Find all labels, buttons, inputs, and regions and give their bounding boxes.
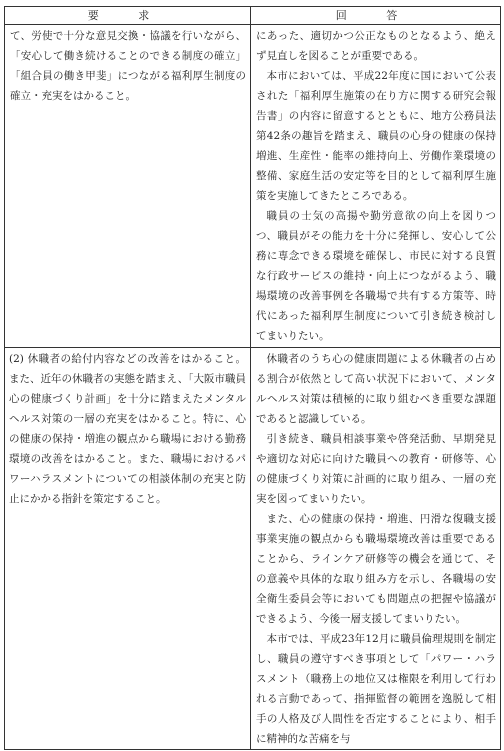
- document-page: [4, 6, 500, 746]
- header-demand: 要 求: [5, 7, 251, 25]
- table-row: [5, 25, 501, 348]
- answer-cell: [251, 348, 501, 750]
- table-row: [5, 348, 501, 750]
- answer-paragraph: 本市においては、平成22年度に国において公表された「福利厚生施策の在り方に関する研究会報告書」の内容に留意するとともに、地方公務員法第42条の趣旨を踏まえ、職員の心身の健康の保持増進、生産性・能率の維持向上、労働作業環境の整備、家庭生活の安定等を目的として福利厚生施策を実施してきたところである。: [256, 70, 496, 202]
- table-header-row: [5, 7, 501, 25]
- answer-paragraph: 休職者のうち心の健康問題による休職者の占める割合が依然として高い状況下において、メンタルヘルス対策は積極的に取り組むべき重要な課題であると認識している。: [256, 353, 496, 425]
- answer-paragraph: また、心の健康の保持・増進、円滑な復職支援事業実施の観点からも職場環境改善は重要であることから、ラインケア研修等の機会を通じて、その意義や具体的な取り組み方を示し、各職場の安全衛生委員会等においても問題点の把握や協議ができるよう、今後一層支援してまいりたい。: [256, 513, 496, 625]
- answer-cell: [251, 25, 501, 348]
- header-answer: 回 答: [251, 7, 501, 25]
- demand-cell: [5, 348, 251, 750]
- demand-paragraph: (2) 休職者の給付内容などの改善をはかること。また、近年の休職者の実態を踏まえ、「大阪市職員心の健康づくり計画」を十分に踏まえたメンタルヘルス対策の一層の充実をはかること。特に、心の健康の保持・増進の観点から職場における勤務環境の改善をはかること。また、職場におけるパワーハラスメントについての相談体制の充実と防止にかかる指針を策定すること。: [9, 353, 246, 505]
- demand-paragraph: て、労使で十分な意見交換・協議を行いながら、「安心して働き続けることのできる制度の確立」「組合員の働き甲斐」につながる福利厚生制度の確立・充実をはかること。: [10, 30, 246, 102]
- answer-paragraph: 本市では、平成23年12月に職員倫理規則を制定し、職員の遵守すべき事項として「パワー・ハラスメント（職務上の地位又は権限を利用して行われる言動であって、指揮監督の範囲を逸脱して相手の人格及び人間性を否定することにより、相手に精神的な苦痛を与: [256, 633, 496, 745]
- answer-paragraph: にあった、適切かつ公正なものとなるよう、絶えず見直しを図ることが重要である。: [256, 30, 496, 62]
- answer-paragraph: 職員の士気の高揚や勤労意欲の向上を図りつつ、職員がその能力を十分に発揮し、安心して公務に専念できる環境を確保し、市民に対する良質な行政サービスの維持・向上につながるよう、職場環境の改善事例を各職場で共有する方策等、時代にあった福利厚生制度について引き続き検討してまいりたい。: [256, 210, 496, 342]
- demand-answer-table: [4, 6, 501, 750]
- answer-paragraph: 引き続き、職員相談事業や啓発活動、早期発見や適切な対応に向けた職員への教育・研修等、心の健康づくり対策に計画的に取り組み、一層の充実を図ってまいりたい。: [256, 433, 496, 505]
- demand-cell: [5, 25, 251, 348]
